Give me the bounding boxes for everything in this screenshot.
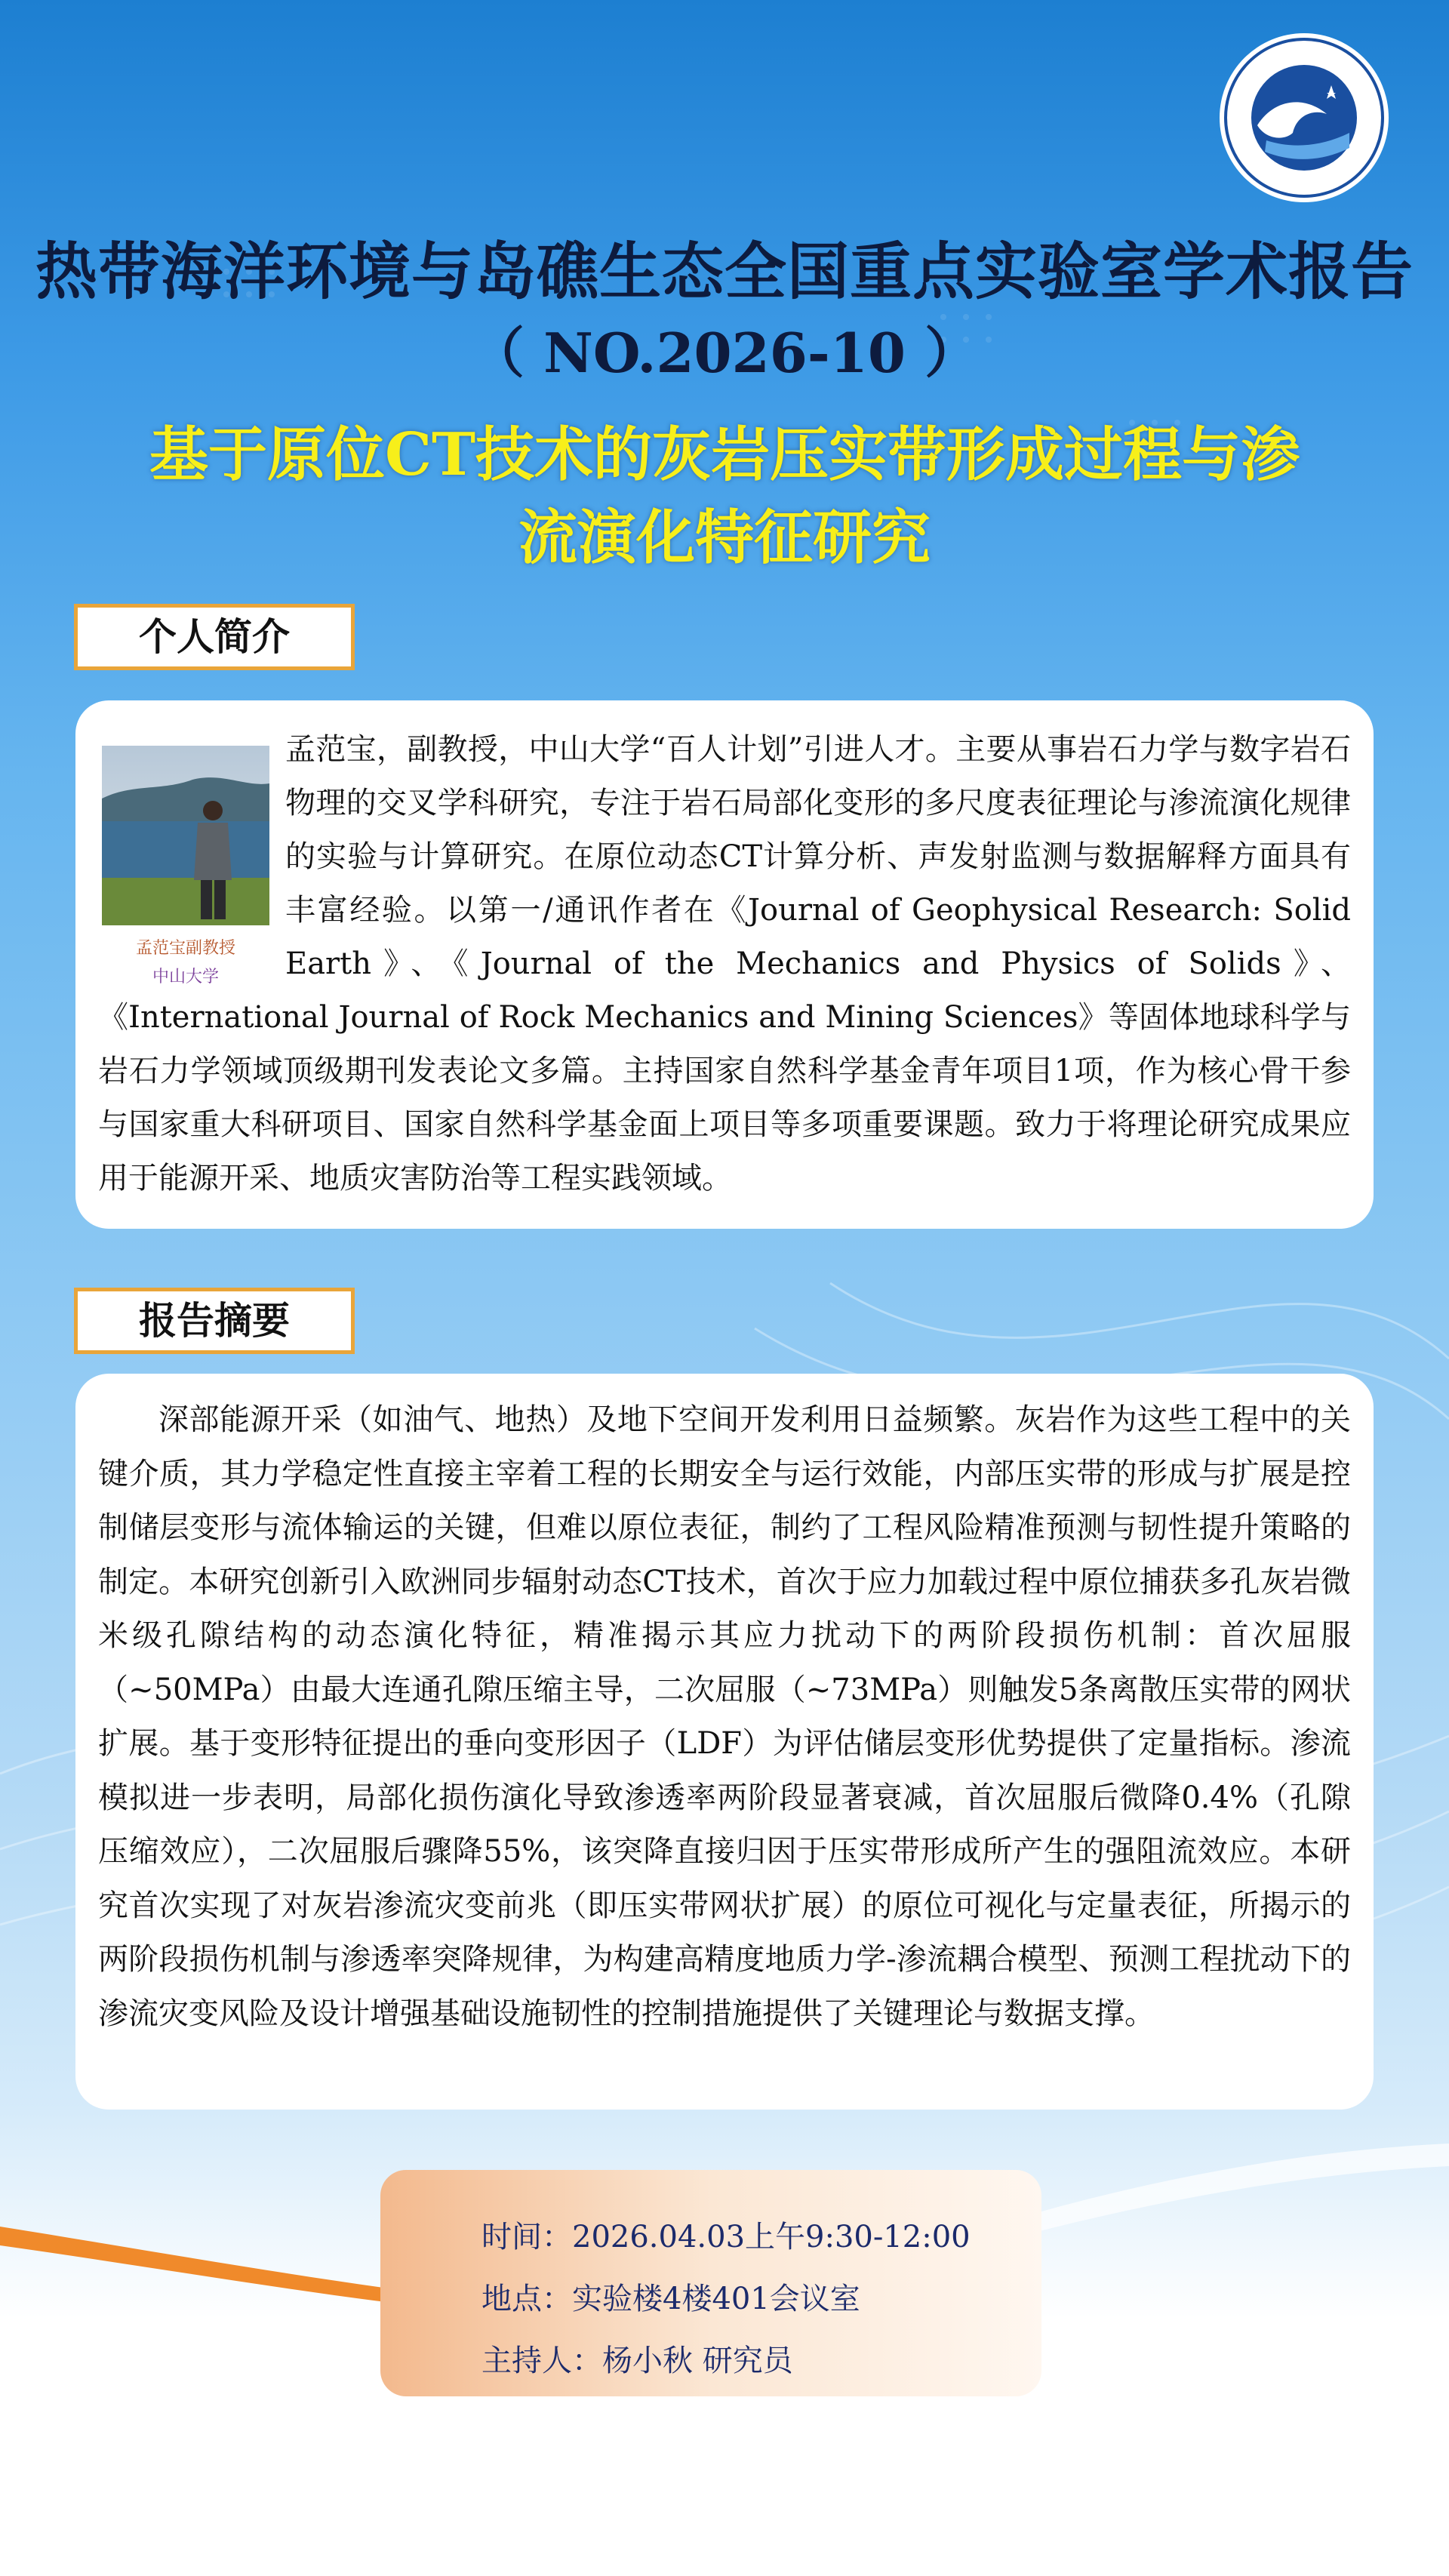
bio-text: 孟范宝，副教授，中山大学“百人计划”引进人才。主要从事岩石力学与数字岩石物理的交叉学科研究，专注于岩石局部化变形的多尺度表征理论与渗流演化规律的实验与计算研究。在原位动态CT计算分析、声发射监测与数据解释方面具有丰富经验。以第一/通讯作者在《Journal of Geophysical Research: Solid Earth》、《Journal of the Mechanics and Physics of Solids》、《International Journal of Rock Mechanics and Mining Sciences》等固体地球科学与岩石力学领域顶级期刊发表论文多篇。主持国家自然科学基金青年项目1项，作为核心骨干参与国家重大科研项目、国家自然科学基金面上项目等多项重要课题。致力于将理论研究成果应用于能源开采、地质灾害防治等工程实践领域。 bbox=[98, 732, 1351, 1196]
bio-section-label: 个人简介 bbox=[74, 604, 355, 670]
report-number: （ NO.2026-10 ） bbox=[470, 321, 979, 385]
photo-spacer bbox=[98, 723, 285, 991]
bio-card bbox=[75, 700, 1374, 1229]
abstract-text: 深部能源开采（如油气、地热）及地下空间开发利用日益频繁。灰岩作为这些工程中的关键介质，其力学稳定性直接主宰着工程的长期安全与运行效能，内部压实带的形成与扩展是控制储层变形与流体输运的关键，但难以原位表征，制约了工程风险精准预测与韧性提升策略的制定。本研究创新引入欧洲同步辐射动态CT技术，首次于应力加载过程中原位捕获多孔灰岩微米级孔隙结构的动态演化特征，精准揭示其应力扰动下的两阶段损伤机制：首次屈服（~50MPa）由最大连通孔隙压缩主导，二次屈服（~73MPa）则触发5条离散压实带的网状扩展。基于变形特征提出的垂向变形因子（LDF）为评估储层变形优势提供了定量指标。渗流模拟进一步表明，局部化损伤演化导致渗透率两阶段显著衰减，首次屈服后微降0.4%（孔隙压缩效应），二次屈服后骤降55%，该突降直接归因于压实带形成所产生的强阻流效应。本研究首次实现了对灰岩渗流灾变前兆（即压实带网状扩展）的原位可视化与定量表征，所揭示的两阶段损伤机制与渗透率突降规律，为构建高精度地质力学-渗流耦合模型、预测工程扰动下的渗流灾变风险及设计增强基础设施韧性的控制措施提供了关键理论与数据支撑。 bbox=[98, 1402, 1351, 2031]
main-title: 热带海洋环境与岛礁生态全国重点实验室学术报告 bbox=[35, 235, 1414, 308]
event-info-box bbox=[380, 2170, 1041, 2396]
event-host: 主持人：杨小秋 研究员 bbox=[481, 2344, 793, 2378]
abstract-card bbox=[75, 1374, 1374, 2110]
bio-paragraph bbox=[98, 723, 1351, 1205]
topic-line-1: 基于原位CT技术的灰岩压实带形成过程与渗 bbox=[149, 420, 1300, 489]
photo-caption-name: 孟范宝副教授 bbox=[135, 939, 235, 958]
photo-caption-org: 中山大学 bbox=[152, 968, 219, 986]
report-topic bbox=[91, 414, 1358, 580]
lab-logo bbox=[1214, 27, 1395, 208]
event-location: 地点：实验楼4楼401会议室 bbox=[481, 2282, 860, 2316]
topic-line-2: 流演化特征研究 bbox=[518, 503, 931, 572]
event-time: 时间：2026.04.03上午9:30-12:00 bbox=[481, 2220, 971, 2254]
abstract-section-label: 报告摘要 bbox=[74, 1288, 355, 1354]
